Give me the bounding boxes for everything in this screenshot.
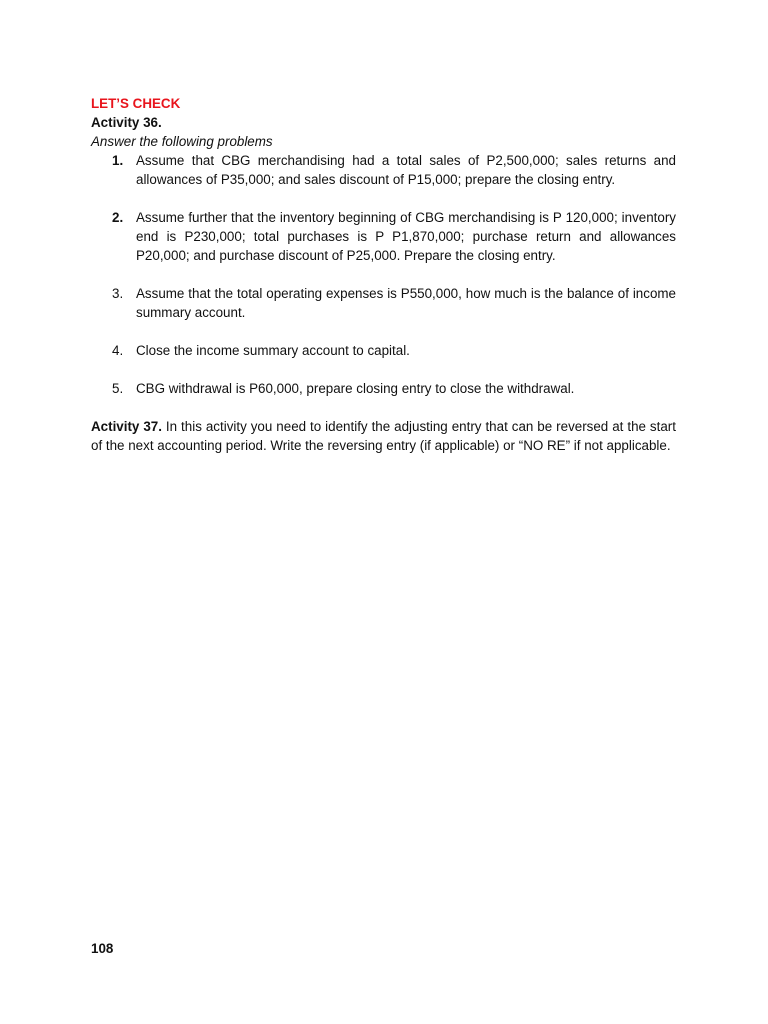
activity-37-title: Activity 37. xyxy=(91,419,162,434)
activity-37-text: In this activity you need to identify the adjusting entry that can be reversed at the start of the next accounting period. Write the reversing entry (if applicable) or “NO RE” if not applicable. xyxy=(91,419,676,453)
problem-list xyxy=(91,151,676,398)
activity-37-paragraph xyxy=(91,417,676,455)
problem-text: Assume that CBG merchandising had a total sales of P2,500,000; sales returns and allowances of P35,000; and sales discount of P15,000; prepare the closing entry. xyxy=(136,153,676,187)
problem-number: 2. xyxy=(112,210,124,225)
activity-36-title: Activity 36. xyxy=(91,115,162,130)
problem-text: Close the income summary account to capital. xyxy=(136,343,410,358)
problem-item-4 xyxy=(91,341,676,360)
page-content xyxy=(91,94,676,455)
problem-item-2 xyxy=(91,208,676,265)
activity-36-instruction: Answer the following problems xyxy=(91,134,273,149)
problem-text: Assume further that the inventory beginning of CBG merchandising is P 120,000; inventory end is P230,000; total purchases is P P1,870,000; purchase return and allowances P20,000; and purchase discount of P25,000. Prepare the closing entry. xyxy=(136,210,676,263)
problem-item-5 xyxy=(91,379,676,398)
problem-item-3 xyxy=(91,284,676,322)
problem-text: Assume that the total operating expenses is P550,000, how much is the balance of income summary account. xyxy=(136,286,676,320)
problem-number: 5. xyxy=(112,381,124,396)
problem-number: 3. xyxy=(112,286,124,301)
section-label: LET’S CHECK xyxy=(91,96,181,111)
page-number: 108 xyxy=(91,941,114,956)
problem-number: 1. xyxy=(112,153,124,168)
problem-text: CBG withdrawal is P60,000, prepare closing entry to close the withdrawal. xyxy=(136,381,575,396)
problem-number: 4. xyxy=(112,343,124,358)
problem-item-1 xyxy=(91,151,676,189)
